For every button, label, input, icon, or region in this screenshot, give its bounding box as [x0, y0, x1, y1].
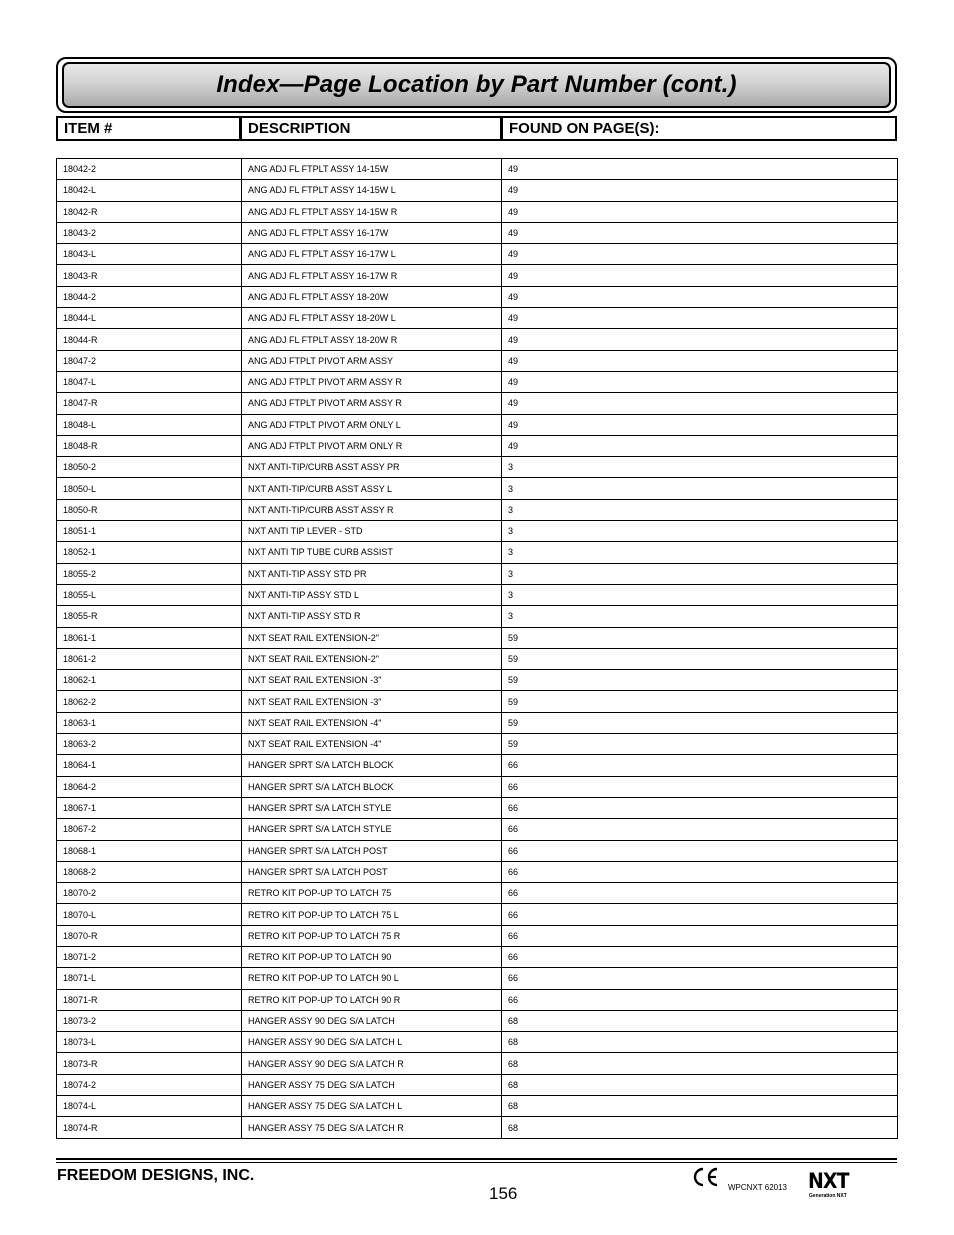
page-cell: 66	[502, 968, 898, 989]
page-cell: 66	[502, 989, 898, 1010]
item-number-cell: 18071-R	[57, 989, 242, 1010]
item-number-cell: 18048-L	[57, 414, 242, 435]
page-cell: 68	[502, 1010, 898, 1031]
description-cell: NXT ANTI-TIP/CURB ASST ASSY PR	[242, 457, 502, 478]
table-row	[57, 989, 898, 1010]
description-cell: ANG ADJ FTPLT PIVOT ARM ASSY R	[242, 371, 502, 392]
item-number-cell: 18074-2	[57, 1074, 242, 1095]
description-cell: RETRO KIT POP-UP TO LATCH 75	[242, 883, 502, 904]
description-cell: NXT ANTI TIP TUBE CURB ASSIST	[242, 542, 502, 563]
item-number-cell: 18055-R	[57, 606, 242, 627]
table-row	[57, 159, 898, 180]
table-row	[57, 968, 898, 989]
page-cell: 49	[502, 286, 898, 307]
table-row	[57, 1032, 898, 1053]
table-row	[57, 883, 898, 904]
description-cell: HANGER ASSY 90 DEG S/A LATCH	[242, 1010, 502, 1031]
item-number-cell: 18074-R	[57, 1117, 242, 1138]
table-row	[57, 1096, 898, 1117]
description-cell: HANGER ASSY 75 DEG S/A LATCH L	[242, 1096, 502, 1117]
description-cell: ANG ADJ FL FTPLT ASSY 16-17W	[242, 222, 502, 243]
nxt-logo	[808, 1170, 858, 1202]
item-number-cell: 18064-2	[57, 776, 242, 797]
description-cell: ANG ADJ FTPLT PIVOT ARM ASSY	[242, 350, 502, 371]
table-row	[57, 1053, 898, 1074]
item-number-cell: 18063-2	[57, 734, 242, 755]
description-cell: HANGER ASSY 75 DEG S/A LATCH R	[242, 1117, 502, 1138]
item-number-cell: 18071-2	[57, 946, 242, 967]
column-header-found	[501, 116, 897, 141]
page-cell: 59	[502, 691, 898, 712]
table-row	[57, 776, 898, 797]
table-row	[57, 521, 898, 542]
item-number-cell: 18043-L	[57, 244, 242, 265]
column-header-item-label: ITEM #	[64, 120, 113, 137]
description-cell: ANG ADJ FTPLT PIVOT ARM ASSY R	[242, 393, 502, 414]
table-row	[57, 584, 898, 605]
table-row	[57, 691, 898, 712]
page-cell: 49	[502, 201, 898, 222]
item-number-cell: 18051-1	[57, 521, 242, 542]
item-number-cell: 18070-L	[57, 904, 242, 925]
page-cell: 66	[502, 946, 898, 967]
table-row	[57, 627, 898, 648]
page-cell: 49	[502, 371, 898, 392]
item-number-cell: 18073-L	[57, 1032, 242, 1053]
description-cell: HANGER ASSY 90 DEG S/A LATCH R	[242, 1053, 502, 1074]
page-cell: 66	[502, 925, 898, 946]
page-cell: 59	[502, 648, 898, 669]
page-cell: 3	[502, 478, 898, 499]
page-cell: 49	[502, 159, 898, 180]
table-row	[57, 606, 898, 627]
description-cell: ANG ADJ FL FTPLT ASSY 14-15W	[242, 159, 502, 180]
item-number-cell: 18073-R	[57, 1053, 242, 1074]
page-cell: 49	[502, 180, 898, 201]
part-index-table	[56, 158, 898, 1139]
ce-mark-icon	[692, 1166, 720, 1188]
item-number-cell: 18068-1	[57, 840, 242, 861]
page-cell: 3	[502, 521, 898, 542]
column-header-found-label: FOUND ON PAGE(S):	[509, 120, 660, 137]
table-row	[57, 371, 898, 392]
table-row	[57, 222, 898, 243]
item-number-cell: 18047-L	[57, 371, 242, 392]
page-cell: 66	[502, 776, 898, 797]
column-header-description-label: DESCRIPTION	[248, 120, 351, 137]
description-cell: HANGER SPRT S/A LATCH BLOCK	[242, 755, 502, 776]
item-number-cell: 18050-L	[57, 478, 242, 499]
item-number-cell: 18062-2	[57, 691, 242, 712]
page-cell: 66	[502, 904, 898, 925]
page-title-banner	[56, 57, 897, 113]
page-cell: 49	[502, 350, 898, 371]
item-number-cell: 18061-1	[57, 627, 242, 648]
table-row	[57, 329, 898, 350]
item-number-cell: 18055-2	[57, 563, 242, 584]
item-number-cell: 18062-1	[57, 670, 242, 691]
page-cell: 66	[502, 883, 898, 904]
description-cell: RETRO KIT POP-UP TO LATCH 90 R	[242, 989, 502, 1010]
table-row	[57, 1010, 898, 1031]
item-number-cell: 18043-R	[57, 265, 242, 286]
item-number-cell: 18064-1	[57, 755, 242, 776]
description-cell: NXT SEAT RAIL EXTENSION -4"	[242, 712, 502, 733]
description-cell: HANGER SPRT S/A LATCH POST	[242, 840, 502, 861]
item-number-cell: 18074-L	[57, 1096, 242, 1117]
item-number-cell: 18048-R	[57, 435, 242, 456]
description-cell: RETRO KIT POP-UP TO LATCH 75 L	[242, 904, 502, 925]
item-number-cell: 18044-R	[57, 329, 242, 350]
page-cell: 68	[502, 1074, 898, 1095]
item-number-cell: 18050-R	[57, 499, 242, 520]
description-cell: ANG ADJ FL FTPLT ASSY 16-17W R	[242, 265, 502, 286]
item-number-cell: 18070-R	[57, 925, 242, 946]
page-cell: 59	[502, 734, 898, 755]
description-cell: HANGER SPRT S/A LATCH BLOCK	[242, 776, 502, 797]
description-cell: NXT ANTI-TIP ASSY STD PR	[242, 563, 502, 584]
item-number-cell: 18044-L	[57, 308, 242, 329]
item-number-cell: 18042-R	[57, 201, 242, 222]
page-cell: 59	[502, 670, 898, 691]
page-cell: 49	[502, 265, 898, 286]
footer-divider	[56, 1158, 897, 1160]
footer-divider-thin	[56, 1162, 897, 1163]
page-cell: 3	[502, 606, 898, 627]
page-cell: 68	[502, 1096, 898, 1117]
item-number-cell: 18063-1	[57, 712, 242, 733]
item-number-cell: 18055-L	[57, 584, 242, 605]
page-cell: 59	[502, 627, 898, 648]
table-row	[57, 180, 898, 201]
item-number-cell: 18067-1	[57, 797, 242, 818]
description-cell: ANG ADJ FL FTPLT ASSY 14-15W L	[242, 180, 502, 201]
column-header-description	[240, 116, 502, 141]
table-row	[57, 457, 898, 478]
table-row	[57, 563, 898, 584]
table-row	[57, 670, 898, 691]
description-cell: NXT SEAT RAIL EXTENSION -4"	[242, 734, 502, 755]
item-number-cell: 18071-L	[57, 968, 242, 989]
page-cell: 3	[502, 457, 898, 478]
description-cell: NXT SEAT RAIL EXTENSION-2"	[242, 627, 502, 648]
table-row	[57, 244, 898, 265]
item-number-cell: 18052-1	[57, 542, 242, 563]
description-cell: NXT SEAT RAIL EXTENSION-2"	[242, 648, 502, 669]
part-index-rows	[57, 159, 898, 1139]
item-number-cell: 18042-2	[57, 159, 242, 180]
table-row	[57, 1074, 898, 1095]
item-number-cell: 18042-L	[57, 180, 242, 201]
description-cell: NXT ANTI TIP LEVER - STD	[242, 521, 502, 542]
table-row	[57, 861, 898, 882]
description-cell: ANG ADJ FL FTPLT ASSY 14-15W R	[242, 201, 502, 222]
description-cell: NXT SEAT RAIL EXTENSION -3"	[242, 670, 502, 691]
table-row	[57, 755, 898, 776]
table-row	[57, 925, 898, 946]
page-title-panel	[62, 62, 891, 108]
table-row	[57, 286, 898, 307]
table-row	[57, 840, 898, 861]
page-cell: 66	[502, 861, 898, 882]
page-cell: 66	[502, 840, 898, 861]
page-cell: 3	[502, 584, 898, 605]
description-cell: RETRO KIT POP-UP TO LATCH 90 L	[242, 968, 502, 989]
description-cell: HANGER SPRT S/A LATCH STYLE	[242, 819, 502, 840]
description-cell: RETRO KIT POP-UP TO LATCH 90	[242, 946, 502, 967]
table-row	[57, 1117, 898, 1138]
description-cell: ANG ADJ FL FTPLT ASSY 18-20W	[242, 286, 502, 307]
page-cell: 68	[502, 1117, 898, 1138]
column-header-item	[56, 116, 241, 141]
page-number: 156	[489, 1184, 518, 1203]
nxt-logo-text: NXT	[808, 1169, 849, 1193]
description-cell: ANG ADJ FL FTPLT ASSY 16-17W L	[242, 244, 502, 265]
description-cell: NXT ANTI-TIP/CURB ASST ASSY R	[242, 499, 502, 520]
description-cell: NXT ANTI-TIP/CURB ASST ASSY L	[242, 478, 502, 499]
page-cell: 68	[502, 1053, 898, 1074]
description-cell: ANG ADJ FTPLT PIVOT ARM ONLY L	[242, 414, 502, 435]
description-cell: ANG ADJ FL FTPLT ASSY 18-20W R	[242, 329, 502, 350]
item-number-cell: 18050-2	[57, 457, 242, 478]
page-title: Index—Page Location by Part Number (cont.)	[216, 71, 737, 98]
description-cell: NXT ANTI-TIP ASSY STD L	[242, 584, 502, 605]
table-row	[57, 542, 898, 563]
page-cell: 3	[502, 563, 898, 584]
page-cell: 49	[502, 329, 898, 350]
page-cell: 68	[502, 1032, 898, 1053]
table-row	[57, 648, 898, 669]
description-cell: NXT SEAT RAIL EXTENSION -3"	[242, 691, 502, 712]
table-row	[57, 797, 898, 818]
table-row	[57, 819, 898, 840]
table-row	[57, 308, 898, 329]
description-cell: ANG ADJ FL FTPLT ASSY 18-20W L	[242, 308, 502, 329]
company-name: FREEDOM DESIGNS, INC.	[57, 1167, 255, 1184]
page-cell: 49	[502, 244, 898, 265]
item-number-cell: 18061-2	[57, 648, 242, 669]
item-number-cell: 18070-2	[57, 883, 242, 904]
table-row	[57, 414, 898, 435]
description-cell: HANGER ASSY 75 DEG S/A LATCH	[242, 1074, 502, 1095]
table-row	[57, 734, 898, 755]
document-code: WPCNXT 62013	[728, 1183, 787, 1192]
page-cell: 49	[502, 414, 898, 435]
table-row	[57, 435, 898, 456]
item-number-cell: 18067-2	[57, 819, 242, 840]
table-row	[57, 712, 898, 733]
nxt-logo-tagline: Generation NXT	[809, 1193, 847, 1199]
item-number-cell: 18073-2	[57, 1010, 242, 1031]
table-row	[57, 350, 898, 371]
page-cell: 66	[502, 819, 898, 840]
page-cell: 49	[502, 435, 898, 456]
page-cell: 49	[502, 308, 898, 329]
table-row	[57, 904, 898, 925]
page-cell: 66	[502, 755, 898, 776]
description-cell: HANGER SPRT S/A LATCH STYLE	[242, 797, 502, 818]
page-cell: 59	[502, 712, 898, 733]
page-cell: 66	[502, 797, 898, 818]
table-row	[57, 946, 898, 967]
page-cell: 49	[502, 393, 898, 414]
description-cell: ANG ADJ FTPLT PIVOT ARM ONLY R	[242, 435, 502, 456]
item-number-cell: 18044-2	[57, 286, 242, 307]
item-number-cell: 18047-R	[57, 393, 242, 414]
table-row	[57, 478, 898, 499]
page-cell: 49	[502, 222, 898, 243]
item-number-cell: 18043-2	[57, 222, 242, 243]
table-row	[57, 201, 898, 222]
table-row	[57, 393, 898, 414]
table-row	[57, 265, 898, 286]
description-cell: RETRO KIT POP-UP TO LATCH 75 R	[242, 925, 502, 946]
description-cell: HANGER ASSY 90 DEG S/A LATCH L	[242, 1032, 502, 1053]
page-cell: 3	[502, 542, 898, 563]
item-number-cell: 18047-2	[57, 350, 242, 371]
table-row	[57, 499, 898, 520]
page-cell: 3	[502, 499, 898, 520]
item-number-cell: 18068-2	[57, 861, 242, 882]
description-cell: NXT ANTI-TIP ASSY STD R	[242, 606, 502, 627]
description-cell: HANGER SPRT S/A LATCH POST	[242, 861, 502, 882]
